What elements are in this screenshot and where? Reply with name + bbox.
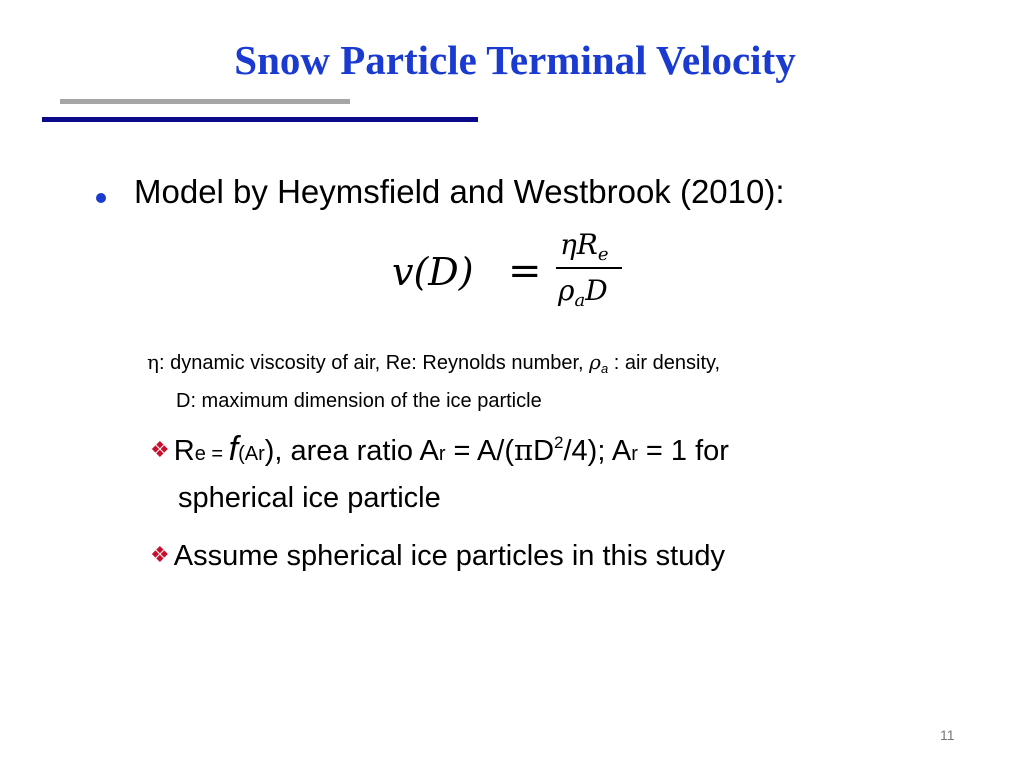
bullet-model: Model by Heymsfield and Westbrook (2010): (134, 173, 785, 210)
title-underline-blue (42, 117, 478, 122)
sub-bullet-reynolds: ❖ Re = f(Ar), area ratio $Ar = A/(\pi D^2/4)$; Ar = 1 for (150, 430, 729, 468)
page-number: 11 (940, 727, 955, 743)
definitions-line-1: η: dynamic viscosity of air, Re: Reynolds number, $\rho_a$ : air density, (147, 350, 721, 376)
variable-definitions (147, 346, 720, 418)
fraction-bar (556, 267, 622, 269)
equation-numerator: $\eta R_e$ (560, 228, 609, 265)
equation-denominator: $\rho_aD$ (558, 274, 608, 311)
equation-lhs: v(D) (392, 250, 474, 294)
sub-bullet-reynolds-line-2: spherical ice particle (178, 482, 441, 514)
diamond-bullet-icon: ❖ (150, 437, 170, 462)
definitions-line-2: D: maximum dimension of the ice particle (176, 390, 542, 412)
slide-title: Snow Particle Terminal Velocity (234, 37, 796, 83)
title-underline-gray (60, 99, 350, 104)
diamond-bullet-icon: ❖ (150, 542, 170, 567)
sub-bullet-assumption: ❖ Assume spherical ice particles in this study (150, 540, 725, 572)
bullet-dot-icon (96, 193, 106, 203)
equation-equals: = (508, 248, 542, 294)
